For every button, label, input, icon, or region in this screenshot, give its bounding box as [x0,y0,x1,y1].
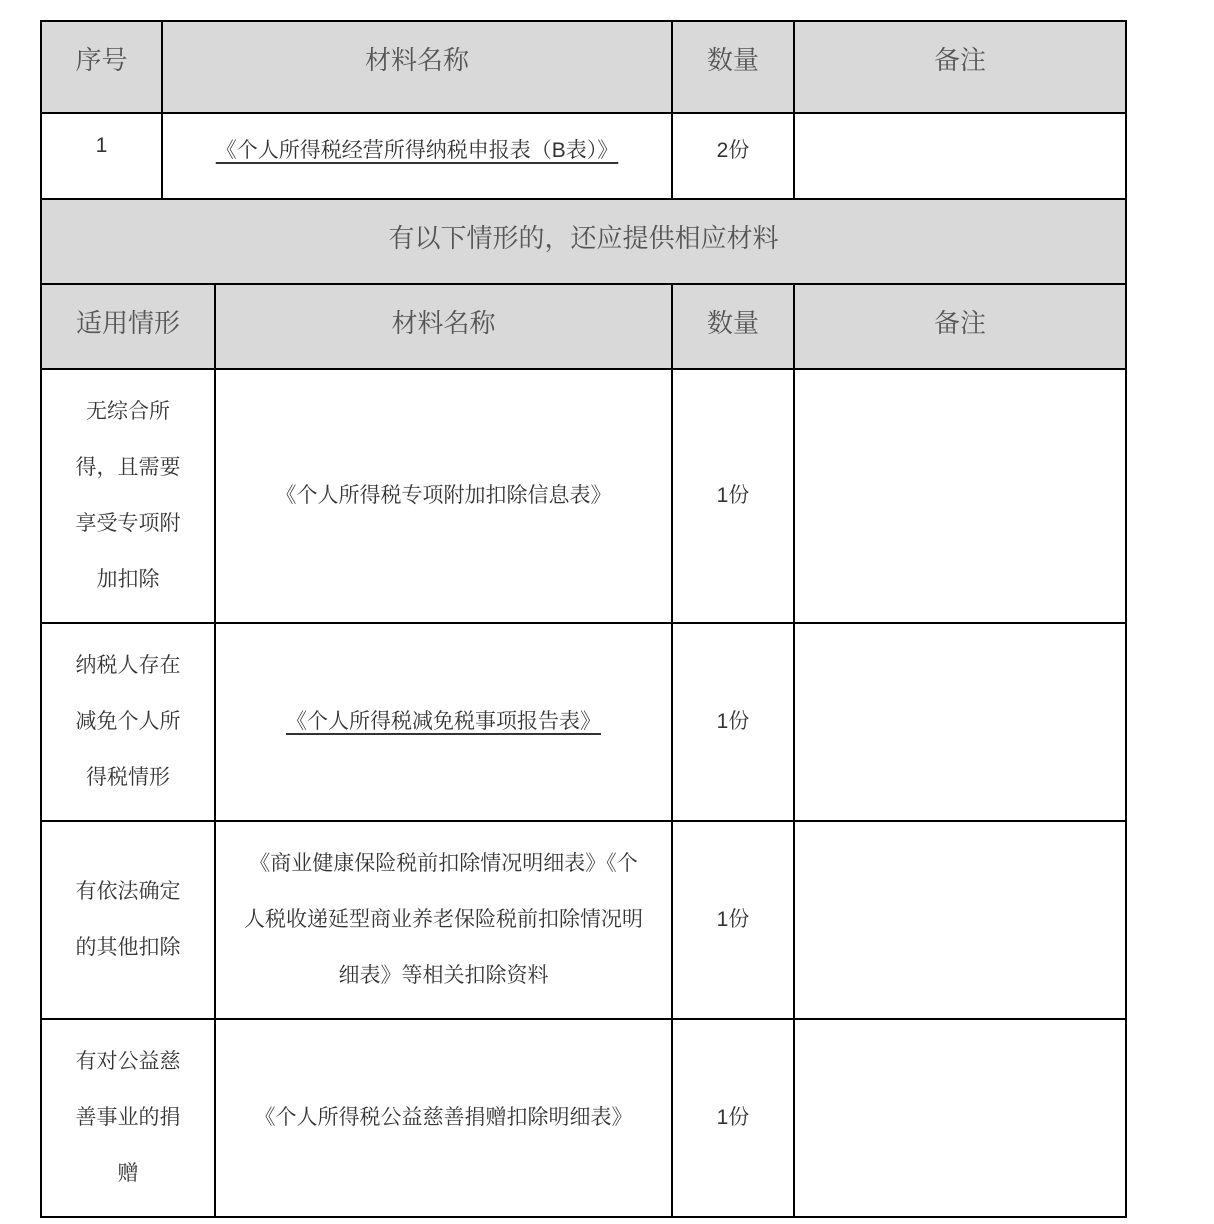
quantity-cell: 1份 [671,820,795,1020]
header-material-name: 材料名称 [161,20,673,114]
material-link[interactable]: 《个人所得税经营所得纳税申报表（B表）》 [215,139,619,162]
quantity-cell: 1份 [671,1018,795,1218]
case-cell: 有依法确定的其他扣除 [40,820,216,1020]
header-case: 适用情形 [40,283,216,370]
case-cell: 无综合所得，且需要享受专项附加扣除 [40,368,216,624]
header-index: 序号 [40,20,163,114]
header-note: 备注 [793,20,1127,114]
header-quantity-2: 数量 [671,283,795,370]
header-material-name-2: 材料名称 [214,283,673,370]
material-link[interactable]: 《个人所得税减免税事项报告表》 [286,710,601,733]
quantity-cell: 1份 [671,622,795,822]
row-material [161,112,673,200]
row-index: 1 [40,112,163,200]
material-cell [214,622,673,822]
material-cell: 《个人所得税公益慈善捐赠扣除明细表》 [214,1018,673,1218]
note-cell [793,1018,1127,1218]
header-note-2: 备注 [793,283,1127,370]
case-cell: 有对公益慈善事业的捐赠 [40,1018,216,1218]
row-note [793,112,1127,200]
note-cell [793,368,1127,624]
quantity-cell: 1份 [671,368,795,624]
material-cell: 《商业健康保险税前扣除情况明细表》《个人税收递延型商业养老保险税前扣除情况明细表》等相关扣除资料 [214,820,673,1020]
section-title: 有以下情形的，还应提供相应材料 [40,198,1127,285]
note-cell [793,820,1127,1020]
header-quantity: 数量 [671,20,795,114]
case-cell: 纳税人存在减免个人所得税情形 [40,622,216,822]
row-quantity: 2份 [671,112,795,200]
note-cell [793,622,1127,822]
material-cell: 《个人所得税专项附加扣除信息表》 [214,368,673,624]
